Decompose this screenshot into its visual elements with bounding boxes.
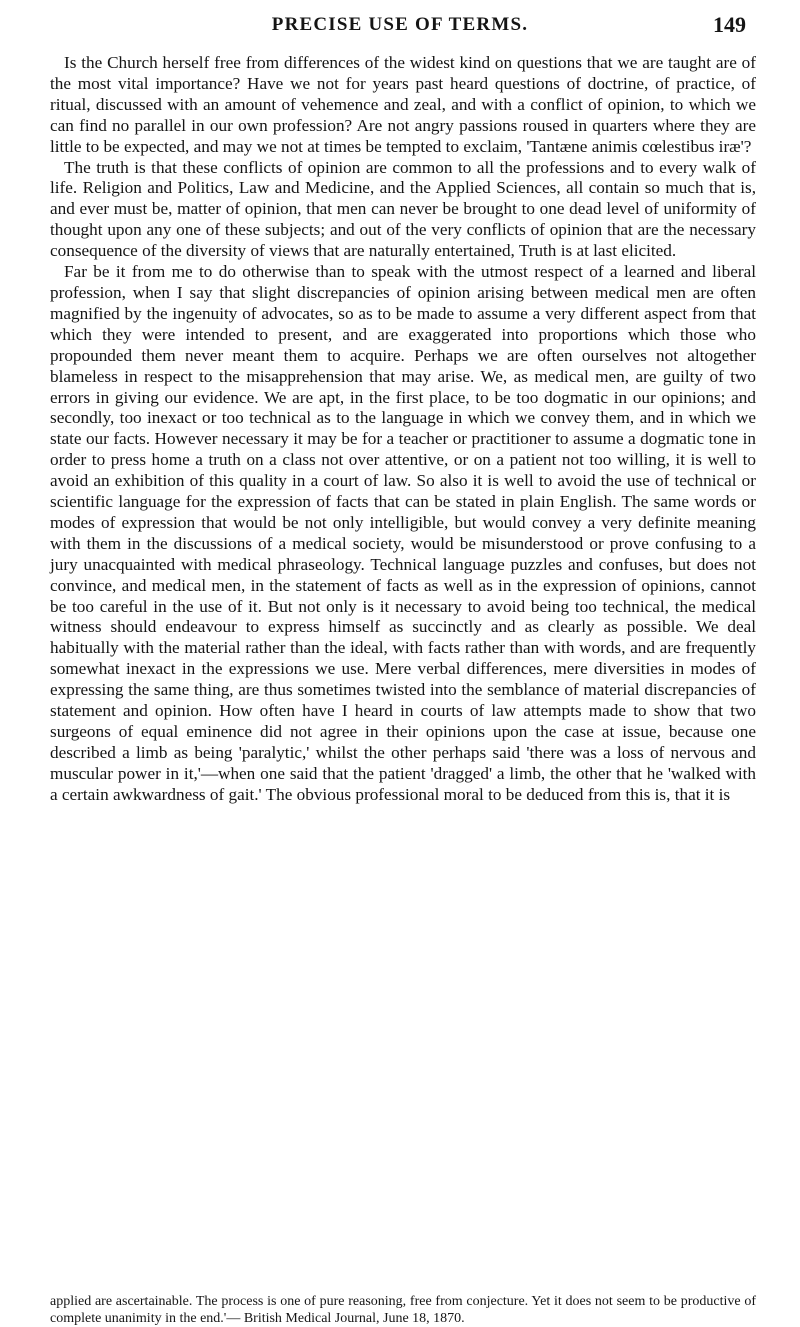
page-header: [0, 6, 800, 46]
page-number: 149: [713, 12, 746, 37]
paragraph: The truth is that these conflicts of opinion are common to all the professions and to every walk of life. Religion and Politics, Law and Medicine, and the Applied Sciences, all contain so much that is, and ever must be, matter of opinion, that men can never be brought to one dead level of uniformity of thought upon any one of these subjects; and out of the very conflicts of opinion that are the necessary consequence of the diversity of views that are naturally entertained, Truth is at last elicited.: [50, 157, 756, 261]
running-title: PRECISE USE OF TERMS.: [271, 14, 529, 35]
footnote: [50, 1293, 756, 1327]
body-text: [50, 53, 756, 806]
paragraph: Is the Church herself free from differences of the widest kind on questions that we are taught are of the most vital importance? Have we not for years past heard questions of doctrine, of practice, of ritual, discussed with an amount of vehemence and zeal, and with a conflict of opinion, to which we can find no parallel in our own profession? Are not angry passions roused in quarters where they are little to be expected, and may we not at times be tempted to exclaim, 'Tantæne animis cœlestibus iræ'?: [50, 53, 756, 156]
paragraph: Far be it from me to do otherwise than to speak with the utmost respect of a learned and liberal profession, when I say that slight discrepancies of opinion arising between medical men are often magnified by the ingenuity of advocates, so as to be made to assume a very different aspect from that which they were intended to present, and are exaggerated into proportions which those who propounded them never meant them to acquire. Perhaps we are often ourselves not altogether blameless in respect to the misapprehension that may arise. We, as medical men, are guilty of two errors in giving our evidence. We are apt, in the first place, to be too dogmatic in our opinions; and secondly, too inexact or too technical as to the language in which we convey them, and in which we state our facts. However necessary it may be for a teacher or practitioner to assume a dogmatic tone in order to press home a truth on a class not over attentive, or on a patient not too willing, it is well to avoid an exhibition of this quality in a court of law. So also it is well to avoid the use of technical or scientific language for the expression of facts that can be stated in plain English. The same words or modes of expression that would be not only intelligible, but would convey a very definite meaning with them in the discussions of a medical society, would be misunderstood or prove confusing to a jury unacquainted with medical phraseology. Technical language puzzles and confuses, but does not convince, and medical men, in the statement of facts as well as in the expression of opinions, cannot be too careful in the use of it. But not only is it necessary to avoid being too technical, the medical witness should endeavour to express himself as succinctly and as clearly as possible. We deal habitually with the material rather than the ideal, with facts rather than with words, and are frequently somewhat inexact in the expressions we use. Mere verbal differences, mere diversities in modes of expressing the same thing, are thus sometimes twisted into the semblance of material discrepancies of statement and opinion. How often have I heard in courts of law attempts made to show that two surgeons of equal eminence did not agree in their opinions upon the case at issue, because one described a limb as being 'paralytic,' whilst the other perhaps said 'there was a loss of nervous and muscular power in it,'—when one said that the patient 'dragged' a limb, the other that he 'walked with a certain awkwardness of gait.' The obvious professional moral to be deduced from this is, that it is: [50, 262, 756, 804]
footnote-text: applied are ascertainable. The process is one of pure reasoning, free from conjecture. Yet it does not seem to be productive of complete unanimity in the end.'— British Medical Journal, June 18, 1870.: [50, 1294, 756, 1326]
